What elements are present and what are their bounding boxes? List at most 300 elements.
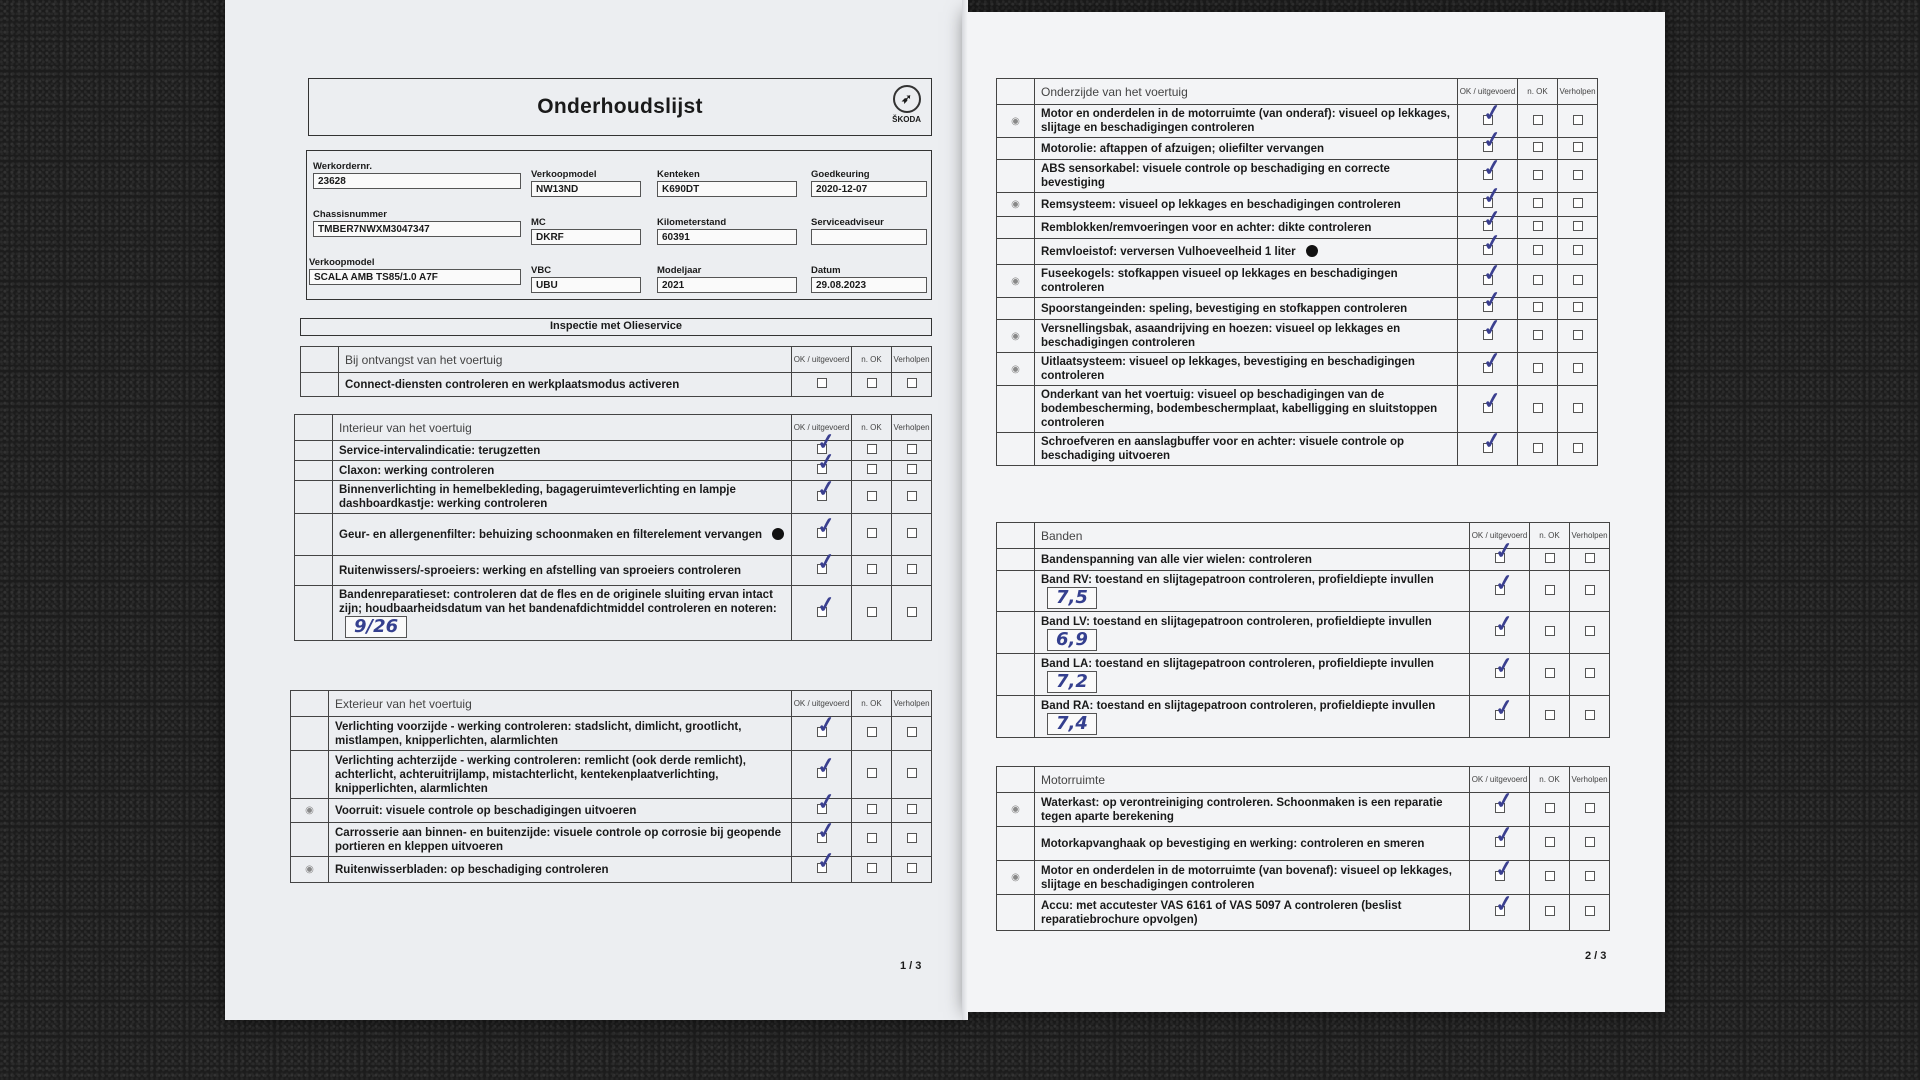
checkbox-nok[interactable]	[1533, 330, 1543, 340]
checkbox-ok[interactable]	[814, 547, 837, 576]
verholpen-cell	[1558, 138, 1598, 160]
nok-cell	[1518, 217, 1558, 239]
vehicle-info	[306, 150, 932, 300]
checkbox-nok[interactable]	[867, 863, 877, 873]
checkbox-nok[interactable]	[1545, 871, 1555, 881]
inspection-banner: Inspectie met Olieservice	[300, 318, 932, 336]
checkmark-icon: ✓	[1480, 181, 1503, 210]
nok-cell	[852, 514, 892, 556]
checkbox-nok[interactable]	[867, 564, 877, 574]
checkbox-ok[interactable]	[1480, 98, 1503, 126]
checkbox-nok[interactable]	[1545, 906, 1555, 916]
verholpen-cell	[892, 857, 932, 883]
field-mc: MC DKRF	[531, 217, 641, 245]
item-text	[1035, 105, 1458, 138]
checklist-row	[997, 571, 1610, 612]
checkbox-verholpen[interactable]	[907, 528, 917, 538]
verholpen-cell	[1558, 433, 1598, 466]
checkbox-nok[interactable]	[1533, 115, 1543, 125]
item-label: Claxon: werking controleren	[339, 464, 495, 477]
verholpen-cell	[892, 823, 932, 857]
column-nok: n. OK	[1530, 767, 1570, 793]
handwritten-note: 7,5	[1047, 587, 1097, 609]
bullet-spacer	[295, 481, 333, 514]
checkbox-verholpen[interactable]	[907, 768, 917, 778]
ok-cell	[1470, 651, 1530, 696]
verholpen-cell	[1570, 861, 1610, 895]
item-label: Bandenspanning van alle vier wielen: controleren	[1041, 553, 1312, 566]
checkbox-ok[interactable]	[814, 710, 837, 739]
checkbox-ok[interactable]	[1480, 258, 1503, 286]
checkbox-verholpen[interactable]	[1573, 443, 1583, 453]
item-text	[1035, 571, 1470, 612]
item-label: Verlichting achterzijde - werking controleren: remlicht (ook derde remlicht), achterlicht, achteruitrijlamp, mistachterlicht, kentekenplaatverlichting, knipperlichten, alarmlichten	[335, 754, 746, 795]
checkbox-nok[interactable]	[1545, 710, 1555, 720]
checkbox-ok[interactable]	[814, 846, 837, 875]
ok-cell	[792, 373, 852, 397]
checkbox-verholpen[interactable]	[907, 444, 917, 454]
skoda-logo-icon: ➶	[893, 85, 921, 113]
checklist-row	[997, 265, 1598, 298]
checkbox-ok[interactable]	[1480, 346, 1503, 374]
item-label: Schroefveren en aanslagbuffer voor en achter: visuele controle op beschadiging uitvoeren	[1041, 436, 1404, 462]
verholpen-cell	[1558, 193, 1598, 217]
bullet-spacer	[295, 514, 333, 556]
checkbox-nok[interactable]	[1533, 245, 1543, 255]
verholpen-cell	[892, 717, 932, 751]
checkbox-verholpen[interactable]	[1573, 302, 1583, 312]
checkbox-verholpen[interactable]	[1573, 330, 1583, 340]
checkbox-nok[interactable]	[867, 768, 877, 778]
item-text	[329, 857, 792, 883]
checklist-row	[997, 138, 1598, 160]
nok-cell	[1530, 612, 1570, 654]
field-modeljaar: Modeljaar 2021	[657, 265, 797, 293]
column-nok: n. OK	[852, 347, 892, 373]
checkbox-nok[interactable]	[1533, 198, 1543, 208]
field-serviceadviseur: Serviceadviseur	[811, 217, 927, 245]
nok-cell	[1530, 827, 1570, 861]
checklist-row	[291, 717, 932, 751]
item-label: Uitlaatsysteem: visueel op lekkages, bevestiging en beschadigingen controleren	[1041, 356, 1415, 382]
ok-cell	[1470, 786, 1530, 827]
checkbox-nok[interactable]	[1545, 626, 1555, 636]
item-label: Motor en onderdelen in de motorruimte (van bovenaf): visueel op lekkages, slijtage en beschadigingen controleren	[1041, 864, 1452, 891]
checkbox-ok[interactable]	[817, 378, 827, 388]
checkmark-icon: ✓	[1480, 346, 1503, 374]
checklist-row	[997, 160, 1598, 193]
verholpen-cell	[892, 799, 932, 823]
bullet-icon: ◉	[997, 320, 1035, 353]
item-text	[1035, 696, 1470, 738]
nok-cell	[1518, 386, 1558, 433]
checklist-row	[295, 586, 932, 641]
ok-cell	[1458, 426, 1518, 466]
checkbox-verholpen[interactable]	[907, 607, 917, 617]
checkbox-ok[interactable]	[1480, 285, 1503, 314]
item-text	[1035, 217, 1458, 239]
checkbox-nok[interactable]	[1533, 275, 1543, 285]
checkbox-verholpen[interactable]	[1585, 803, 1595, 813]
checkbox-verholpen[interactable]	[1585, 871, 1595, 881]
item-text	[1035, 265, 1458, 298]
checkbox-verholpen[interactable]	[1573, 275, 1583, 285]
checkbox-ok[interactable]	[1480, 153, 1503, 181]
item-label: Waterkast: op verontreiniging controleren. Schoonmaken is een reparatie tegen aparte berekening	[1041, 796, 1443, 823]
checklist-row	[295, 461, 932, 481]
ok-cell	[1470, 693, 1530, 738]
checkmark-icon: ✓	[814, 846, 837, 875]
checkbox-nok[interactable]	[867, 464, 877, 474]
checkbox-verholpen[interactable]	[1585, 668, 1595, 678]
checkbox-nok[interactable]	[867, 607, 877, 617]
checkbox-verholpen[interactable]	[907, 464, 917, 474]
checkmark-icon: ✓	[814, 710, 837, 739]
nok-cell	[1518, 265, 1558, 298]
checklist-row	[295, 556, 932, 586]
nok-cell	[852, 751, 892, 799]
bullet-spacer	[291, 823, 329, 857]
checkbox-verholpen[interactable]	[1573, 198, 1583, 208]
item-text	[1035, 895, 1470, 931]
checkbox-nok[interactable]	[1545, 668, 1555, 678]
verholpen-cell	[1558, 105, 1598, 138]
bullet-spacer	[295, 441, 333, 461]
bullet-icon: ◉	[997, 105, 1035, 138]
nok-cell	[852, 823, 892, 857]
checklist-row	[997, 861, 1610, 895]
checkbox-ok[interactable]	[1492, 536, 1515, 565]
column-nok: n. OK	[1518, 79, 1558, 105]
item-label: Motor en onderdelen in de motorruimte (van onderaf): visueel op lekkages, slijtage en beschadigingen controleren	[1041, 108, 1450, 134]
checkbox-ok[interactable]	[1480, 386, 1503, 414]
nok-cell	[1518, 138, 1558, 160]
verholpen-cell	[1558, 353, 1598, 386]
checkbox-verholpen[interactable]	[1573, 245, 1583, 255]
marker-dot-icon	[772, 528, 784, 540]
verholpen-cell	[892, 441, 932, 461]
checkbox-verholpen[interactable]	[1585, 553, 1595, 563]
checkbox-ok[interactable]	[1492, 786, 1515, 815]
checklist-row	[997, 696, 1610, 738]
checkmark-icon: ✓	[1480, 153, 1503, 181]
brand-logo	[892, 85, 921, 124]
checkbox-verholpen[interactable]	[907, 727, 917, 737]
checklist-row	[997, 654, 1610, 696]
checkbox-verholpen[interactable]	[1585, 837, 1595, 847]
checkbox-verholpen[interactable]	[1585, 906, 1595, 916]
column-verholpen: Verholpen	[892, 691, 932, 717]
checkbox-nok[interactable]	[1545, 803, 1555, 813]
item-text	[1035, 654, 1470, 696]
item-label: Carrosserie aan binnen- en buitenzijde: visuele controle op corrosie bij geopende portieren en kleppen uitvoeren	[335, 826, 782, 853]
item-label: Motorkapvanghaak op bevestiging en werking: controleren en smeren	[1041, 837, 1425, 850]
nok-cell	[1530, 654, 1570, 696]
checkmark-icon: ✓	[1480, 98, 1503, 126]
item-text	[329, 751, 792, 799]
bullet-spacer	[997, 239, 1035, 265]
header-spacer	[295, 415, 333, 441]
nok-cell	[1530, 793, 1570, 827]
checkbox-ok[interactable]	[1492, 820, 1515, 849]
checklist-row	[997, 320, 1598, 353]
column-ok: OK / uitgevoerd	[792, 347, 852, 373]
checkmark-icon: ✓	[1480, 258, 1503, 286]
bullet-icon: ◉	[997, 353, 1035, 386]
checkbox-ok[interactable]	[1480, 125, 1503, 154]
checkbox-nok[interactable]	[867, 378, 877, 388]
nok-cell	[1518, 353, 1558, 386]
header-spacer	[997, 767, 1035, 793]
checkmark-icon: ✓	[814, 816, 837, 845]
nok-cell	[1518, 298, 1558, 320]
field-goedkeuring: Goedkeuring 2020-12-07	[811, 169, 927, 197]
checklist-row	[301, 373, 932, 397]
column-ok: OK / uitgevoerd	[1470, 523, 1530, 549]
item-label: Remsysteem: visueel op lekkages en beschadigingen controleren	[1041, 198, 1401, 211]
item-text	[329, 799, 792, 823]
checkbox-ok[interactable]	[814, 751, 837, 780]
item-text	[1035, 433, 1458, 466]
checklist-row	[997, 217, 1598, 239]
ok-cell	[1470, 820, 1530, 861]
checkmark-icon: ✓	[1480, 313, 1503, 341]
checkbox-ok[interactable]	[1492, 609, 1515, 638]
checkbox-nok[interactable]	[1545, 837, 1555, 847]
ok-cell	[1470, 568, 1530, 612]
item-label: Band LV: toestand en slijtagepatroon controleren, profieldiepte invullen	[1041, 615, 1432, 628]
checkbox-ok[interactable]	[1492, 854, 1515, 883]
document-title: Onderhoudslijst	[537, 95, 703, 118]
section-title: Exterieur van het voertuig	[329, 691, 792, 717]
column-verholpen: Verholpen	[892, 415, 932, 441]
checkbox-nok[interactable]	[1533, 302, 1543, 312]
item-text	[329, 717, 792, 751]
checkmark-icon: ✓	[1492, 651, 1515, 680]
item-text	[1035, 549, 1470, 571]
section-title: Banden	[1035, 523, 1470, 549]
nok-cell	[852, 717, 892, 751]
checkbox-ok[interactable]	[814, 447, 837, 476]
checkbox-ok[interactable]	[1492, 889, 1515, 918]
section-motorruimte	[996, 766, 1610, 931]
checkbox-verholpen[interactable]	[907, 564, 917, 574]
ok-cell	[792, 474, 852, 514]
verholpen-cell	[1570, 571, 1610, 612]
checkbox-ok[interactable]	[1492, 651, 1515, 680]
checkbox-ok[interactable]	[1480, 426, 1503, 454]
checkmark-icon: ✓	[1480, 426, 1503, 454]
item-label: Band RV: toestand en slijtagepatroon controleren, profieldiepte invullen	[1041, 574, 1434, 586]
checkbox-ok[interactable]	[814, 787, 837, 816]
nok-cell	[852, 857, 892, 883]
checkbox-verholpen[interactable]	[1573, 221, 1583, 231]
nok-cell	[852, 441, 892, 461]
checklist-row	[997, 105, 1598, 138]
checkbox-nok[interactable]	[1545, 553, 1555, 563]
item-label: Band LA: toestand en slijtagepatroon controleren, profieldiepte invullen	[1041, 657, 1434, 670]
checkbox-nok[interactable]	[1533, 170, 1543, 180]
nok-cell	[852, 556, 892, 586]
checklist-row	[997, 895, 1610, 931]
checkmark-icon: ✓	[1492, 609, 1515, 638]
nok-cell	[852, 799, 892, 823]
bullet-spacer	[291, 717, 329, 751]
checkbox-verholpen[interactable]	[907, 378, 917, 388]
verholpen-cell	[1570, 612, 1610, 654]
nok-cell	[1518, 239, 1558, 265]
item-label: Ruitenwissers/-sproeiers: werking en afstelling van sproeiers controleren	[339, 564, 741, 577]
checkmark-icon: ✓	[1492, 854, 1515, 883]
item-label: Spoorstangeinden: speling, bevestiging en stofkappen controleren	[1041, 302, 1408, 315]
checkmark-icon: ✓	[1480, 125, 1503, 154]
item-label: Accu: met accutester VAS 6161 of VAS 5097 A controleren (beslist reparatiebrochure opvolgen)	[1041, 899, 1402, 926]
checkbox-verholpen[interactable]	[1585, 626, 1595, 636]
checkbox-nok[interactable]	[867, 804, 877, 814]
checkbox-nok[interactable]	[1533, 142, 1543, 152]
bullet-spacer	[295, 556, 333, 586]
checklist-row	[291, 823, 932, 857]
verholpen-cell	[892, 514, 932, 556]
checkbox-nok[interactable]	[867, 833, 877, 843]
ok-cell	[792, 710, 852, 751]
checkbox-verholpen[interactable]	[1573, 363, 1583, 373]
checkbox-verholpen[interactable]	[1573, 142, 1583, 152]
checkbox-ok[interactable]	[814, 511, 837, 540]
section-title: Interieur van het voertuig	[333, 415, 792, 441]
item-text	[1035, 353, 1458, 386]
checkmark-icon: ✓	[814, 474, 837, 502]
checkbox-nok[interactable]	[1533, 221, 1543, 231]
bullet-spacer	[997, 433, 1035, 466]
checkbox-verholpen[interactable]	[1573, 403, 1583, 413]
checkmark-icon: ✓	[1492, 889, 1515, 918]
verholpen-cell	[1570, 793, 1610, 827]
nok-cell	[852, 373, 892, 397]
checkmark-icon: ✓	[1492, 568, 1515, 596]
bullet-spacer	[997, 696, 1035, 738]
bullet-spacer	[997, 571, 1035, 612]
section-title: Onderzijde van het voertuig	[1035, 79, 1458, 105]
checkbox-nok[interactable]	[867, 444, 877, 454]
bullet-spacer	[997, 654, 1035, 696]
checklist-row	[997, 193, 1598, 217]
checkbox-ok[interactable]	[814, 590, 837, 618]
nok-cell	[1518, 320, 1558, 353]
checkbox-ok[interactable]	[814, 474, 837, 502]
bullet-icon: ◉	[291, 857, 329, 883]
nok-cell	[1518, 105, 1558, 138]
checkbox-verholpen[interactable]	[1585, 585, 1595, 595]
checklist-row	[997, 433, 1598, 466]
bullet-icon: ◉	[997, 265, 1035, 298]
section-onderzijde	[996, 78, 1598, 466]
ok-cell	[1470, 889, 1530, 931]
checkbox-verholpen[interactable]	[907, 804, 917, 814]
item-text	[1035, 138, 1458, 160]
checkbox-verholpen[interactable]	[907, 491, 917, 501]
item-text	[1035, 160, 1458, 193]
checklist-row	[997, 793, 1610, 827]
checkbox-nok[interactable]	[1545, 585, 1555, 595]
checkbox-nok[interactable]	[867, 491, 877, 501]
checkbox-nok[interactable]	[1533, 363, 1543, 373]
bullet-spacer	[295, 461, 333, 481]
field-kilometerstand: Kilometerstand 60391	[657, 217, 797, 245]
checkbox-nok[interactable]	[1533, 403, 1543, 413]
column-verholpen: Verholpen	[892, 347, 932, 373]
checkbox-verholpen[interactable]	[907, 833, 917, 843]
bullet-spacer	[997, 386, 1035, 433]
checklist-row	[997, 239, 1598, 265]
checklist-row	[997, 549, 1610, 571]
page-fold	[962, 0, 968, 1020]
checklist-row	[997, 827, 1610, 861]
checkbox-verholpen[interactable]	[907, 863, 917, 873]
section-exterieur	[290, 690, 932, 883]
checkbox-ok[interactable]	[814, 816, 837, 845]
checkmark-icon: ✓	[1480, 285, 1503, 314]
brand-name: ŠKODA	[892, 115, 921, 124]
nok-cell	[852, 461, 892, 481]
item-label: Ruitenwisserbladen: op beschadiging controleren	[335, 863, 609, 876]
checklist-row	[997, 612, 1610, 654]
checkmark-icon: ✓	[1492, 536, 1515, 565]
column-nok: n. OK	[852, 415, 892, 441]
field-datum: Datum 29.08.2023	[811, 265, 927, 293]
bullet-spacer	[997, 827, 1035, 861]
marker-dot-icon	[1306, 245, 1318, 257]
bullet-spacer	[997, 217, 1035, 239]
item-text	[1035, 793, 1470, 827]
checkbox-ok[interactable]	[1480, 313, 1503, 341]
item-text	[1035, 193, 1458, 217]
item-text	[333, 586, 792, 641]
item-text	[333, 556, 792, 586]
checkbox-verholpen[interactable]	[1573, 115, 1583, 125]
field-chassisnummer: Chassisnummer TMBER7NWXM3047347	[313, 209, 521, 237]
verholpen-cell	[1558, 386, 1598, 433]
checkbox-nok[interactable]	[1533, 443, 1543, 453]
nok-cell	[852, 481, 892, 514]
checkbox-ok[interactable]	[1492, 693, 1515, 722]
header-spacer	[997, 79, 1035, 105]
field-kenteken: Kenteken K690DT	[657, 169, 797, 197]
header-spacer	[291, 691, 329, 717]
item-label: Motorolie: aftappen of afzuigen; oliefilter vervangen	[1041, 142, 1325, 155]
verholpen-cell	[1570, 895, 1610, 931]
ok-cell	[1470, 609, 1530, 654]
checklist-row	[291, 857, 932, 883]
verholpen-cell	[1558, 239, 1598, 265]
checkbox-nok[interactable]	[867, 727, 877, 737]
checkbox-verholpen[interactable]	[1573, 170, 1583, 180]
checkmark-icon: ✓	[1480, 386, 1503, 414]
verholpen-cell	[1570, 654, 1610, 696]
item-label: Onderkant van het voertuig: visueel op beschadigingen van de bodembescherming, bodembeschermplaat, kabelligging en sluitstoppen controleren	[1041, 389, 1438, 429]
checklist-row	[291, 799, 932, 823]
checkbox-nok[interactable]	[867, 528, 877, 538]
item-text	[1035, 239, 1458, 265]
verholpen-cell	[1570, 827, 1610, 861]
verholpen-cell	[892, 461, 932, 481]
verholpen-cell	[892, 481, 932, 514]
nok-cell	[1530, 571, 1570, 612]
checkbox-verholpen[interactable]	[1585, 710, 1595, 720]
checkmark-icon: ✓	[814, 547, 837, 576]
checkbox-ok[interactable]	[1492, 568, 1515, 596]
checkbox-ok[interactable]	[1480, 228, 1503, 257]
